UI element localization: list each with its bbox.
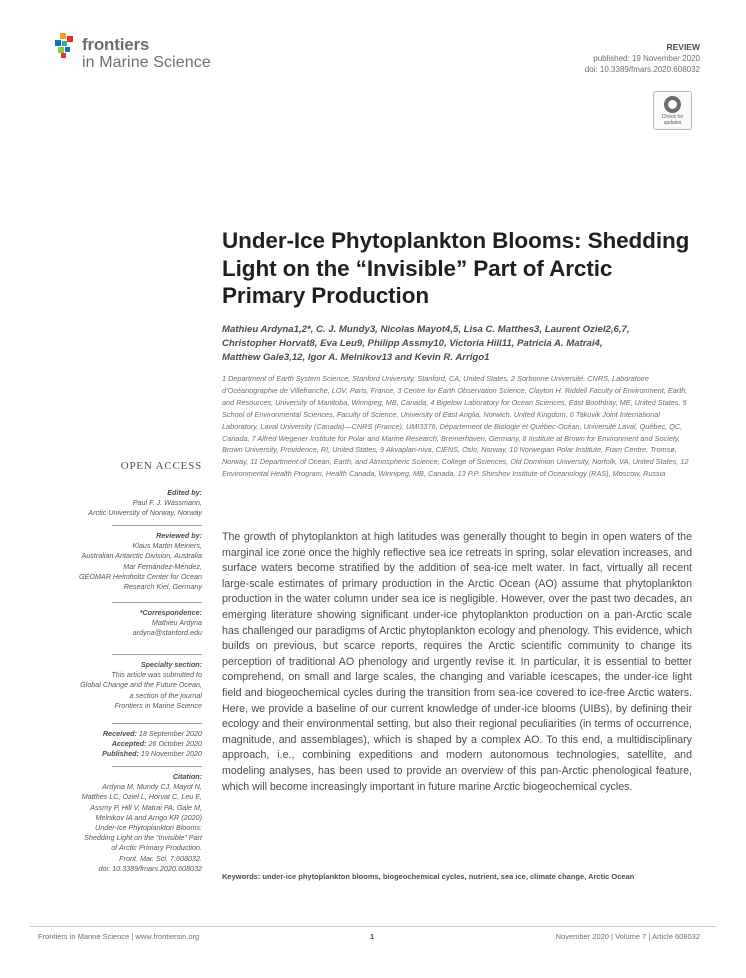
- journal-name-line1: frontiers: [82, 35, 150, 54]
- divider: [112, 525, 202, 526]
- check-for-updates-label: Check for updates: [661, 114, 684, 126]
- citation-label: Citation:: [172, 772, 202, 781]
- affiliations: 1 Department of Earth System Science, Stanford University, Stanford, CA, United States, 2 Sorbonne Université, CNRS, Laboratoire d’Océanographie de Villefranche, LOV, Paris, France, 3 Centre for Earth Observation Science, Clayton H. Riddell Faculty of Environment, Earth, and Resources, University of Manitoba, Winnipeg, MB, Canada, 4 Bigelow Laboratory for Ocean Sciences, East Boothbay, ME, United States, 5 School of Environmental Sciences, Faculty of Science, University of East Anglia, Norwich, United Kingdom, 6 Takuvik Joint International Laboratory, Laval University (Canada)—CNRS (France), UMI3376, Département de Biologie et Québec-Océan, Université Laval, Québec, QC, Canada, 7 Alfred Wegener Institute for Polar and Marine Research, Bremerhaven, Germany, 8 Institute at Brown for Environment and Society, Brown University, Providence, RI, United States, 9 Akvaplan-niva, CIENS, Oslo, Norway, 10 Norwegian Polar Institute, Fram Centre, Tromsø, Norway, 11 Department of Ocean, Earth, and Atmospheric Science, College of Sciences, Old Dominion University, Norfolk, VA, United States, 12 Environmental Health Program, Health Canada, Winnipeg, MB, Canada, 13 P.P. Shirshov Institute of Oceanology (RAS), Moscow, Russia: [222, 374, 689, 479]
- footer-journal[interactable]: Frontiers in Marine Science | www.frontiersin.org: [38, 932, 200, 941]
- footer-divider: [30, 926, 716, 927]
- specialty-text: This article was submitted to Global Change and the Future Ocean, a section of the journal Frontiers in Marine Science: [80, 670, 202, 710]
- citation-text: Ardyna M, Mundy CJ, Mayot N, Matthes LC, Oziel L, Horvat C, Leu E, Assmy P, Hill V, Matrai PA, Gale M, Melnikov IA and Arrigo KR (2020) Under-Ice Phytoplankton Blooms: Shedding Light on the “Invisible” Part of Arctic Primary Production. Front. Mar. Sci. 7:608032. doi: 10.3389/fmars.2020.608032: [81, 782, 202, 873]
- published-date: published: 19 November 2020: [593, 54, 700, 63]
- journal-name-line2: in Marine Science: [82, 54, 211, 71]
- authors-line: Matthew Gale3,12, Igor A. Melnikov13 and Kevin R. Arrigo1: [222, 352, 490, 363]
- article-type: REVIEW: [666, 42, 700, 52]
- doi[interactable]: doi: 10.3389/fmars.2020.608032: [584, 65, 700, 74]
- journal-logo: [54, 31, 254, 81]
- citation-section: [40, 772, 202, 874]
- divider: [112, 602, 202, 603]
- abstract: The growth of phytoplankton at high latitudes was generally thought to begin in open waters of the marginal ice zone once the highly reflective sea ice retreats in spring, solar elevation increases, and surface waters become stratified by the addition of sea-ice melt water. In fact, virtually all recent large-scale estimates of primary production in the Arctic Ocean (AO) assume that phytoplankton production in the water column under sea ice is negligible. However, over the past two decades, an emerging literature showing significant under-ice phytoplankton production on a pan-Arctic scale has challenged our paradigms of Arctic phytoplankton ecology and phenology. This evidence, which builds on previous, but scarce reports, requires the Arctic scientific community to change its perception of traditional AO phenology and urgently revise it. In particular, it is essential to better comprehend, on small and large scales, the changing and variable icescapes, the under-ice light field and biogeochemical cycles during the transition from sea-ice covered to ice-free Arctic waters. Here, we provide a baseline of our current knowledge of under-ice blooms (UIBs), by defining their ecology and their environmental setting, but also their regional peculiarities (in terms of occurrence, magnitude, and assemblages), which is shaped by a complex AO. To this end, a multidisciplinary approach, i.e., combining expeditions and modern autonomous technologies, satellite, and modeling analyses, has been used to provide an overview of this pan-Arctic phenological feature, which will become increasingly important in future marine Arctic biogeochemical cycles.: [222, 531, 692, 793]
- authors-line: Christopher Horvat8, Eva Leu9, Philipp Assmy10, Victoria Hill11, Patricia A. Matrai4,: [222, 338, 603, 349]
- published-label: Published:: [102, 749, 139, 759]
- correspondence-contact[interactable]: Mathieu Ardyna ardyna@stanford.edu: [132, 618, 202, 638]
- edited-by-label: Edited by:: [167, 488, 202, 497]
- footer-issue: November 2020 | Volume 7 | Article 608032: [555, 932, 700, 941]
- reviewers: Klaus Martin Meiners, Australian Antarctic Division, Australia Mar Fernández-Méndez, GEOMAR Helmholtz Center for Ocean Research Kiel, Germany: [78, 541, 202, 592]
- author-list: [222, 323, 692, 365]
- article-title: Under-Ice Phytoplankton Blooms: Shedding Light on the “Invisible” Part of Arctic Primary Production: [222, 228, 690, 308]
- published-date-side: 19 November 2020: [140, 749, 202, 759]
- authors-line: Mathieu Ardyna1,2*, C. J. Mundy3, Nicolas Mayot4,5, Lisa C. Matthes3, Laurent Oziel2,6,7,: [222, 324, 630, 335]
- editor: Paul F. J. Wassmann, Arctic University of Norway, Norway: [88, 498, 202, 518]
- update-icon: [664, 96, 681, 113]
- keywords: Keywords: under-ice phytoplankton blooms, biogeochemical cycles, nutrient, sea ice, climate change, Arctic Ocean: [222, 872, 635, 881]
- article-meta: [585, 42, 700, 75]
- frontiers-logo-icon: [54, 33, 76, 59]
- check-for-updates-button[interactable]: [653, 91, 692, 130]
- reviewed-by-section: [40, 531, 202, 592]
- correspondence-section: [40, 608, 202, 639]
- open-access-label: OPEN ACCESS: [120, 460, 202, 472]
- specialty-section: [40, 660, 202, 711]
- dates-section: [40, 729, 202, 760]
- accepted-date: 26 October 2020: [148, 739, 202, 749]
- accepted-label: Accepted:: [111, 739, 147, 749]
- correspondence-label: *Correspondence:: [139, 608, 202, 617]
- specialty-label: Specialty section:: [140, 660, 202, 669]
- divider: [112, 766, 202, 767]
- received-label: Received:: [102, 729, 137, 738]
- reviewed-by-label: Reviewed by:: [156, 531, 202, 540]
- divider: [112, 723, 202, 724]
- received-date: 18 September 2020: [138, 729, 202, 738]
- edited-by-section: [40, 488, 202, 519]
- divider: [112, 654, 202, 655]
- page-number: 1: [370, 932, 375, 941]
